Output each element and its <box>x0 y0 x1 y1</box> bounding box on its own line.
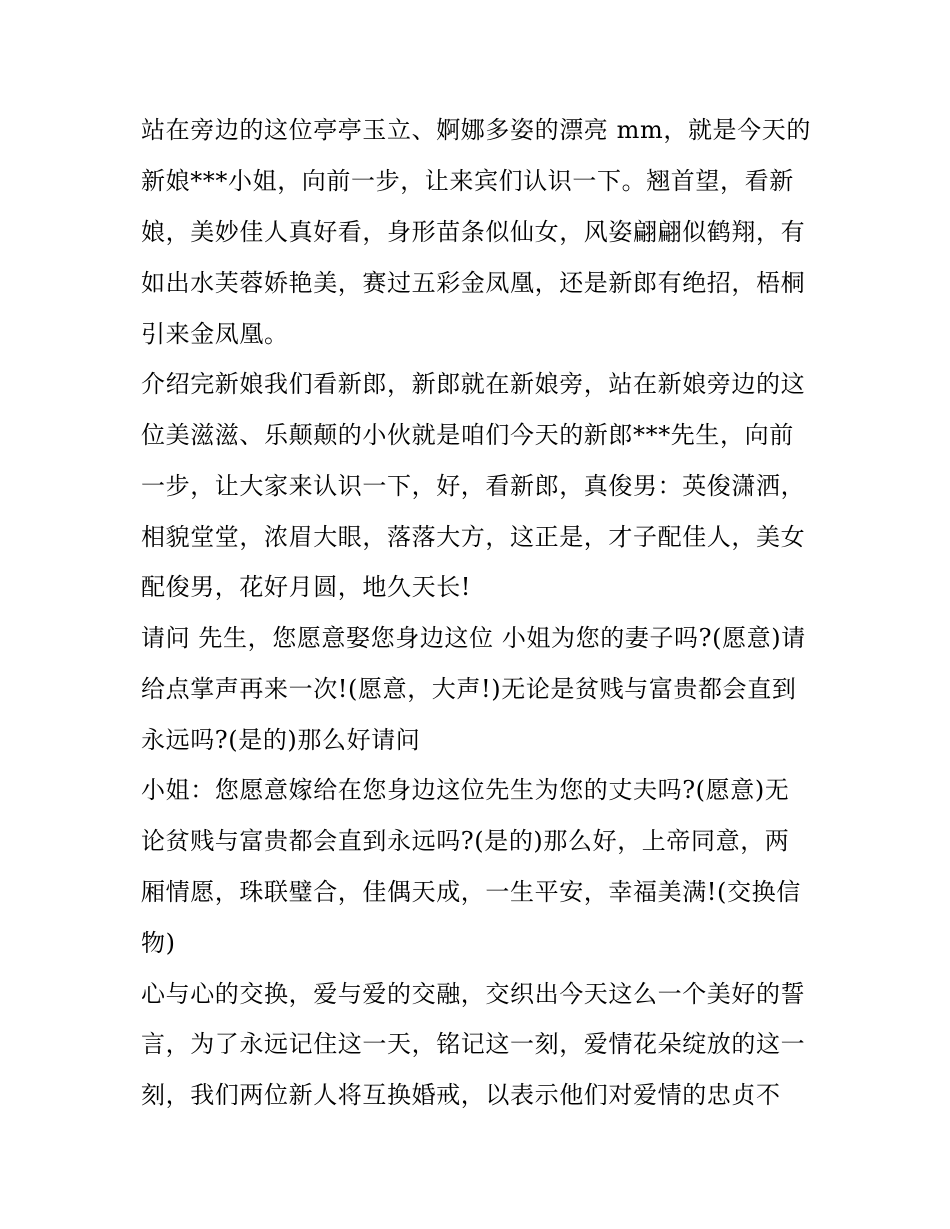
text-line: 新娘***小姐，向前一步，让来宾们认识一下。翘首望，看新 <box>141 167 794 195</box>
text-line: 刻，我们两位新人将互换婚戒，以表示他们对爱情的忠贞不 <box>141 1081 781 1109</box>
text-line: 站在旁边的这位亭亭玉立、婀娜多姿的漂亮 mm，就是今天的 <box>141 116 811 144</box>
text-line: 介绍完新娘我们看新郎，新郎就在新娘旁，站在新娘旁边的这 <box>141 370 806 398</box>
text-line: 位美滋滋、乐颠颠的小伙就是咱们今天的新郎***先生，向前 <box>141 421 794 449</box>
text-line: 给点掌声再来一次!(愿意，大声!)无论是贫贱与富贵都会直到 <box>141 675 797 703</box>
text-line: 如出水芙蓉娇艳美，赛过五彩金凤凰，还是新郎有绝招，梧桐 <box>141 269 806 297</box>
text-line: 永远吗?(是的)那么好请问 <box>141 726 421 754</box>
text-line: 物) <box>141 929 176 957</box>
text-line: 请问 先生，您愿意娶您身边这位 小姐为您的妻子吗?(愿意)请 <box>141 624 806 652</box>
text-line: 小姐：您愿意嫁给在您身边这位先生为您的丈夫吗?(愿意)无 <box>141 776 790 804</box>
text-line: 论贫贱与富贵都会直到永远吗?(是的)那么好，上帝同意，两 <box>141 827 790 855</box>
text-line: 引来金凤凰。 <box>141 320 289 348</box>
text-line: 一步，让大家来认识一下，好，看新郎，真俊男：英俊潇洒， <box>141 472 806 500</box>
text-line: 言，为了永远记住这一天，铭记这一刻，爱情花朵绽放的这一 <box>141 1030 806 1058</box>
text-line: 相貌堂堂，浓眉大眼，落落大方，这正是，才子配佳人，美女 <box>141 523 806 551</box>
text-line: 配俊男，花好月圆，地久天长! <box>141 573 472 601</box>
text-line: 心与心的交换，爱与爱的交融，交织出今天这么一个美好的誓 <box>141 980 806 1008</box>
text-line: 厢情愿，珠联璧合，佳偶天成，一生平安，幸福美满!(交换信 <box>141 878 801 906</box>
text-line: 娘，美妙佳人真好看，身形苗条似仙女，风姿翩翩似鹤翔，有 <box>141 218 806 246</box>
